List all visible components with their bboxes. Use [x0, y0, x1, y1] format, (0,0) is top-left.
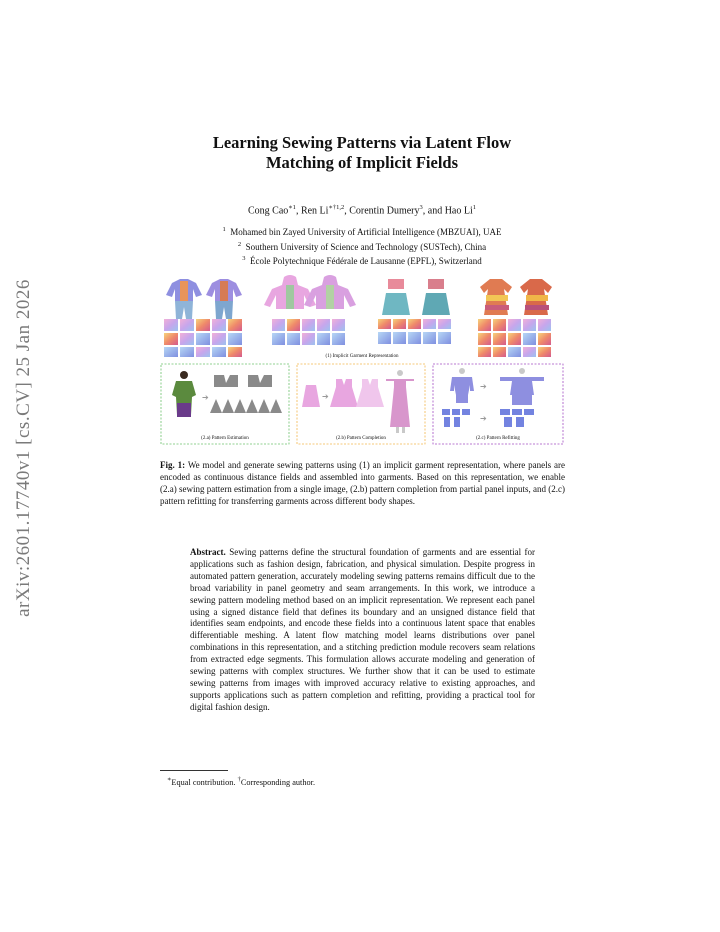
author-sup: ∗1 [288, 204, 296, 211]
affiliation [150, 239, 574, 254]
figure-1 [160, 275, 564, 445]
author-name: Hao Li [444, 205, 473, 217]
footnote-rule [160, 770, 228, 771]
arrow-icon: ➔ [480, 414, 487, 423]
paper-title [150, 133, 574, 173]
affiliation-sup: 2 [237, 240, 242, 248]
arrow-icon: ➔ [480, 382, 487, 391]
sdf-panel-grid [164, 319, 242, 357]
author-sup: ∗†1,2 [328, 204, 345, 211]
garment-model [520, 279, 552, 315]
footnote-text: Corresponding author. [240, 777, 316, 787]
garment-group-2 [264, 275, 356, 345]
footnote-mark: † [237, 776, 241, 783]
footnote-text: Equal contribution. [171, 777, 238, 787]
affiliation-sup: 3 [242, 255, 246, 262]
abstract-text: Sewing patterns define the structural foundation of garments and are essential for applications such as fashion design, fabrication, and physical simulation. Despite progress in automated pattern generation, accurately modeling sewing patterns remains difficult due to the broad variability in panel geometry and seam arrangements. In this work, we introduce a sewing pattern modeling method based on an implicit representation. We represent each panel using a signed distance field that defines its boundary and an unsigned distance field that identifies seam endpoints, and encode these fields into a continuous latent space that enables differentiable meshing. A latent flow matching model learns distributions over panel combinations in this representation, and a stitching prediction module recovers seam relations from extracted edge segments. This formulation allows accurate modeling and generation of sewing patterns with complex structures. We further show that it can be used to estimate sewing patterns from images with improved accuracy relative to existing approaches, and supports applications such as pattern completion and refitting, providing a practical tool for digital fashion design. [190, 547, 536, 712]
sdf-panel-grid [478, 319, 551, 357]
abstract-label: Abstract. [190, 547, 226, 557]
affiliation [150, 253, 574, 268]
pattern-panels [210, 375, 282, 413]
caption-label: Fig. 1: [160, 460, 186, 470]
sdf-panel-grid [378, 319, 451, 344]
garment-model [480, 279, 512, 315]
garment-model [206, 279, 242, 319]
affiliation [150, 224, 574, 239]
abstract [190, 547, 535, 714]
garment-group-1 [164, 279, 242, 357]
person-photo [172, 371, 196, 417]
footnote [167, 775, 315, 787]
garment-model [422, 279, 450, 315]
sdf-panel-grid [272, 319, 345, 345]
author-sup: 1 [472, 204, 476, 211]
arrow-icon: ➔ [322, 392, 329, 401]
figure-label-2c: (2.c) Pattern Refitting [476, 436, 520, 441]
affiliation-text: Southern University of Science and Technology (SUSTech), China [245, 241, 487, 252]
title-line-1: Learning Sewing Patterns via Latent Flow [212, 133, 512, 152]
figure-caption [160, 459, 565, 507]
figure-label-2a: (2.a) Pattern Estimation [201, 436, 249, 441]
author-name: Ren Li [300, 205, 329, 217]
arrow-icon: ➔ [202, 393, 209, 402]
title-line-2: Matching of Implicit Fields [265, 153, 459, 172]
author-list: Cong Cao$^{∗1}$, Ren $Li^{∗\dagger 1,2}$, Corentin Dumery$^3$, and Hao Li$^1$ [247, 204, 476, 217]
panel-pattern-estimation [161, 364, 289, 444]
avatar-large [500, 368, 544, 405]
figure-label-2b: (2.b) Pattern Completion [336, 436, 386, 441]
garment-model [382, 279, 410, 315]
panel-pattern-refitting [433, 364, 563, 444]
affiliation-text: École Polytechnique Fédérale de Lausanne (EPFL), Switzerland [250, 256, 482, 266]
author-name: Corentin Dumery [349, 205, 420, 217]
author-sup: 3 [419, 204, 423, 211]
dress-avatar [386, 370, 414, 433]
avatar-slim [450, 368, 474, 403]
caption-text: We model and generate sewing patterns using (1) an implicit garment representation, where panels are encoded as continuous distance fields and assembled into garments. Based on this representation, we enable (2.a) sewing pattern estimation from a single image, (2.b) pattern completion from partial panel inputs, and (2.c) pattern refitting for transferring garments across different body shapes. [160, 460, 565, 506]
affiliation-text: Mohamed bin Zayed University of Artificial Intelligence (MBZUAI), UAE [230, 227, 502, 237]
pattern-panels [442, 409, 534, 427]
panel-pattern-completion [297, 364, 425, 444]
footnote-mark: ∗ [167, 776, 172, 783]
affiliation-sup: 1 [222, 226, 226, 233]
figure-label-1: (1) Implicit Garment Representation [325, 354, 399, 359]
garment-model [166, 279, 202, 319]
author-name: Cong Cao [247, 205, 289, 217]
garment-group-4 [478, 279, 552, 357]
garment-group-3 [378, 279, 451, 344]
arxiv-side-label: arXiv:2601.17740v1 [cs.CV] 25 Jan 2026 [13, 279, 34, 617]
affiliations [150, 224, 574, 268]
